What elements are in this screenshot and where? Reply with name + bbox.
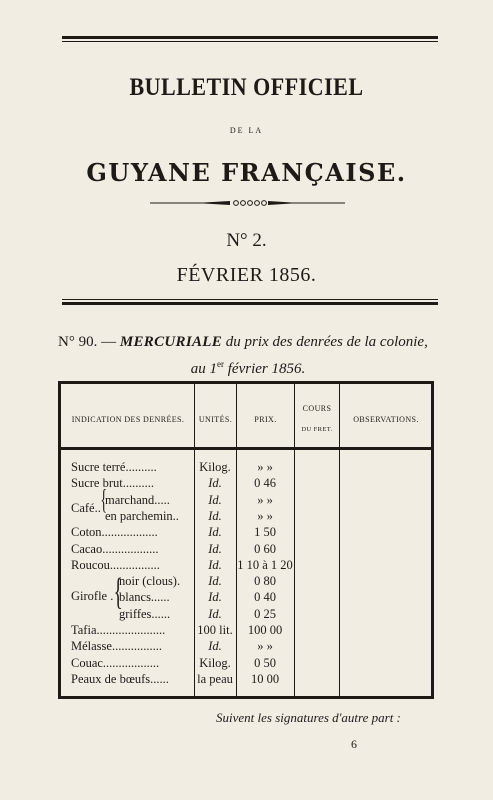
table-row bbox=[61, 492, 431, 508]
colony-title: GUYANE FRANÇAISE. bbox=[86, 158, 407, 187]
row-commodity: blancs...... bbox=[119, 590, 170, 605]
header-rule bbox=[61, 447, 431, 450]
top-rule-thin bbox=[62, 41, 438, 42]
row-commodity: Sucre brut.......... bbox=[71, 476, 154, 491]
date-sup: er bbox=[217, 359, 224, 369]
header-bottom-rule bbox=[62, 302, 438, 305]
row-price: » » bbox=[257, 492, 273, 507]
top-rule bbox=[62, 36, 438, 39]
table-row bbox=[61, 524, 431, 540]
header-prix: PRIX. bbox=[254, 415, 277, 424]
row-unit: Id. bbox=[208, 557, 222, 572]
row-unit: Id. bbox=[208, 574, 222, 589]
row-unit: Id. bbox=[208, 508, 222, 523]
date-prefix: au 1 bbox=[190, 361, 217, 377]
section-title: MERCURIALE bbox=[119, 334, 223, 350]
row-price: » » bbox=[257, 508, 273, 523]
brace-girofle: { bbox=[113, 571, 123, 613]
row-commodity: Peaux de bœufs...... bbox=[71, 671, 169, 686]
header-unites: UNITÉS. bbox=[198, 415, 233, 424]
header-cours-fret: DU FRET. bbox=[301, 426, 333, 433]
row-commodity: en parchemin.. bbox=[105, 508, 179, 523]
row-commodity: griffes...... bbox=[119, 606, 171, 621]
group-label-cafe: Café.. bbox=[71, 501, 101, 515]
ornament-divider bbox=[150, 197, 345, 209]
table-row bbox=[61, 622, 431, 638]
section-title-rest: du prix des denrées de la colonie, bbox=[225, 334, 428, 350]
row-price: 0 46 bbox=[254, 476, 276, 491]
row-price: 0 80 bbox=[254, 574, 276, 589]
table-row bbox=[61, 655, 431, 671]
row-price: 0 60 bbox=[254, 541, 276, 556]
header-cours: COURS bbox=[302, 404, 332, 413]
header-bottom-rule-thin bbox=[62, 299, 438, 300]
row-commodity: Sucre terré.......... bbox=[71, 460, 157, 474]
row-price: 0 40 bbox=[254, 590, 276, 605]
row-price: 0 25 bbox=[254, 606, 276, 621]
mercuriale-table bbox=[58, 381, 434, 699]
row-price: 1 10 à 1 20 bbox=[237, 557, 293, 572]
row-commodity: Couac.................. bbox=[71, 655, 160, 670]
row-price: 0 50 bbox=[254, 655, 276, 670]
row-commodity: marchand..... bbox=[105, 492, 170, 507]
section-heading bbox=[58, 331, 438, 380]
row-unit: la peau bbox=[197, 671, 233, 686]
row-unit: Id. bbox=[208, 590, 222, 605]
row-commodity: Tafia...................... bbox=[71, 623, 166, 637]
row-commodity: Coton.................. bbox=[71, 525, 158, 540]
title-connector: DE LA bbox=[229, 126, 264, 135]
section-number: N° 90. — bbox=[58, 334, 117, 350]
row-price: 100 00 bbox=[247, 623, 283, 637]
row-unit: Id. bbox=[208, 492, 222, 507]
bulletin-title: BULLETIN OFFICIEL bbox=[129, 72, 364, 101]
row-commodity: Cacao.................. bbox=[71, 541, 159, 556]
table-row bbox=[61, 475, 431, 491]
row-price: » » bbox=[257, 639, 273, 654]
header-indication: INDICATION DES DENRÉES. bbox=[71, 415, 185, 424]
date-suffix: février 1856. bbox=[227, 361, 306, 377]
row-commodity: Roucou................ bbox=[71, 557, 160, 572]
row-unit: Id. bbox=[208, 606, 222, 621]
group-label-girofle: Girofle . . bbox=[71, 589, 120, 603]
row-price: 1 50 bbox=[254, 525, 276, 540]
row-unit: Id. bbox=[208, 639, 222, 654]
issue-month: FÉVRIER 1856. bbox=[176, 264, 317, 286]
section-date-line bbox=[58, 353, 438, 380]
row-unit: Id. bbox=[208, 541, 222, 556]
row-unit: Kilog. bbox=[199, 655, 231, 670]
table-row bbox=[61, 638, 431, 654]
row-price: 10 00 bbox=[250, 671, 280, 686]
row-unit: Id. bbox=[208, 476, 222, 491]
row-commodity: Mélasse................ bbox=[71, 639, 162, 654]
table-row bbox=[61, 541, 431, 557]
table-row bbox=[61, 508, 431, 524]
row-commodity: noir (clous). bbox=[119, 574, 181, 589]
row-unit: Id. bbox=[208, 525, 222, 540]
signatures-note: Suivent les signatures d'autre part : bbox=[216, 710, 401, 725]
brace-cafe: { bbox=[100, 485, 108, 516]
issue-number: N° 2. bbox=[226, 230, 267, 251]
table-row bbox=[61, 671, 431, 687]
row-unit: 100 lit. bbox=[197, 623, 233, 637]
header-observations: OBSERVATIONS. bbox=[353, 415, 419, 424]
row-price: » » bbox=[257, 460, 273, 474]
page-number: 6 bbox=[351, 737, 357, 751]
row-unit: Kilog. bbox=[199, 460, 231, 474]
table-row bbox=[61, 459, 431, 475]
